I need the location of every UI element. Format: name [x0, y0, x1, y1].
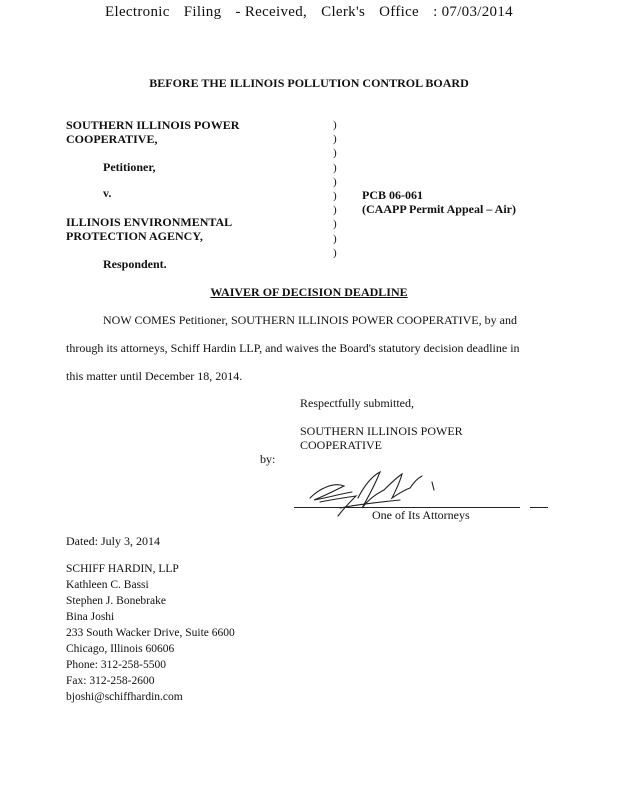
party-name-line2: COOPERATIVE [300, 438, 383, 452]
paren: ) [333, 147, 337, 160]
document-heading: WAIVER OF DECISION DEADLINE [210, 285, 408, 299]
petitioner-name-line2: COOPERATIVE, [66, 132, 158, 146]
case-type: (CAAPP Permit Appeal – Air) [362, 202, 516, 216]
counsel-line: Chicago, Illinois 60606 [66, 643, 175, 655]
petitioner-name-line1: SOUTHERN ILLINOIS POWER [66, 118, 240, 132]
filing-stamp [0, 4, 618, 21]
counsel-line: Bina Joshi [66, 611, 115, 623]
stamp-word: Electronic [105, 4, 170, 20]
counsel-block [66, 561, 235, 705]
paren: ) [333, 119, 337, 131]
paren: ) [333, 218, 337, 231]
counsel-line: Phone: 312-258-5500 [66, 659, 166, 671]
paren: ) [333, 161, 337, 174]
respondent-name-line2: PROTECTION AGENCY, [66, 229, 203, 243]
stamp-word: Filing [183, 4, 222, 20]
case-number: PCB 06-061 [362, 188, 423, 202]
signature-caption: One of Its Attorneys [372, 508, 470, 522]
body-line-3: this matter until December 18, 2014. [66, 369, 243, 383]
party-name-line1: SOUTHERN ILLINOIS POWER [300, 424, 463, 438]
respectfully-submitted: Respectfully submitted, [300, 396, 414, 410]
versus-label: v. [103, 186, 112, 200]
counsel-line: 233 South Wacker Drive, Suite 6600 [66, 627, 235, 639]
body-line-2: through its attorneys, Schiff Hardin LLP, and waives the Board's statutory decision deadline in [66, 341, 520, 355]
counsel-line: Fax: 312-258-2600 [66, 675, 155, 687]
by-label: by: [260, 452, 276, 466]
petitioner-label: Petitioner, [103, 160, 156, 174]
counsel-email[interactable]: bjoshi@schiffhardin.com [66, 691, 183, 703]
stamp-word: - Received, [235, 4, 308, 20]
stamp-word: Clerk's [321, 4, 366, 20]
paren: ) [333, 175, 337, 188]
paren: ) [333, 246, 337, 259]
paren: ) [333, 133, 337, 146]
signature-line-tail [530, 507, 548, 508]
stamp-word: : 07/03/2014 [433, 4, 513, 20]
counsel-line: Kathleen C. Bassi [66, 579, 149, 591]
board-title: BEFORE THE ILLINOIS POLLUTION CONTROL BOARD [149, 76, 469, 90]
body-line-1: NOW COMES Petitioner, SOUTHERN ILLINOIS POWER COOPERATIVE, by and [103, 313, 517, 327]
counsel-line: SCHIFF HARDIN, LLP [66, 563, 179, 575]
paren: ) [333, 232, 337, 245]
counsel-line: Stephen J. Bonebrake [66, 595, 166, 607]
paren: ) [333, 204, 337, 217]
respondent-name-line1: ILLINOIS ENVIRONMENTAL [66, 215, 233, 229]
dated-line: Dated: July 3, 2014 [66, 534, 160, 548]
paren: ) [333, 189, 337, 202]
caption-parentheses [333, 118, 337, 260]
respondent-label: Respondent. [103, 257, 167, 271]
stamp-word: Office [379, 4, 420, 20]
